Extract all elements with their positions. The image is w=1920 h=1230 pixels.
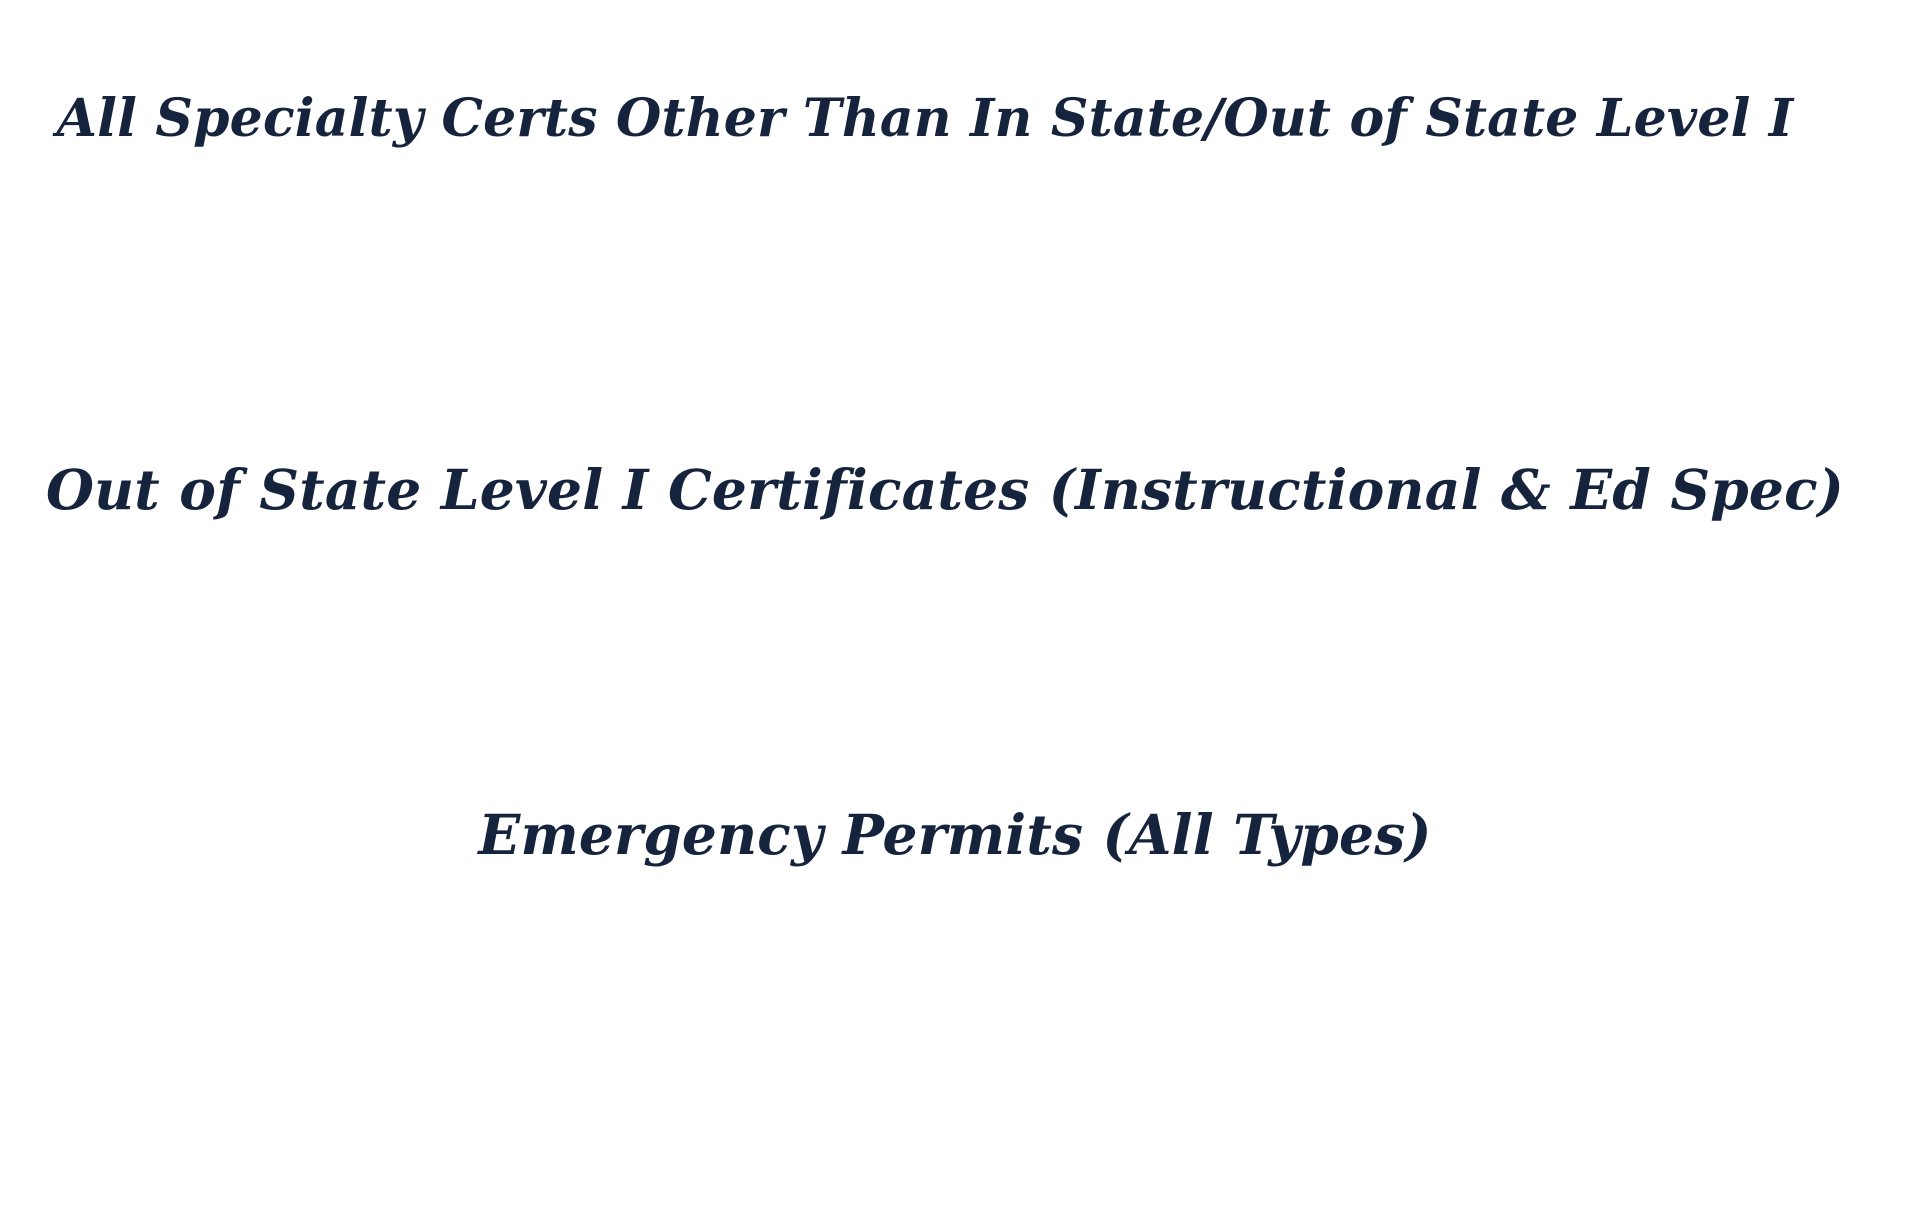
heading-specialty-certs: All Specialty Certs Other Than In State/Out of State Level I xyxy=(56,88,1794,149)
heading-emergency-permits: Emergency Permits (All Types) xyxy=(478,802,1432,867)
heading-out-of-state-level-one: Out of State Level I Certificates (Instructional & Ed Spec) xyxy=(45,457,1845,522)
